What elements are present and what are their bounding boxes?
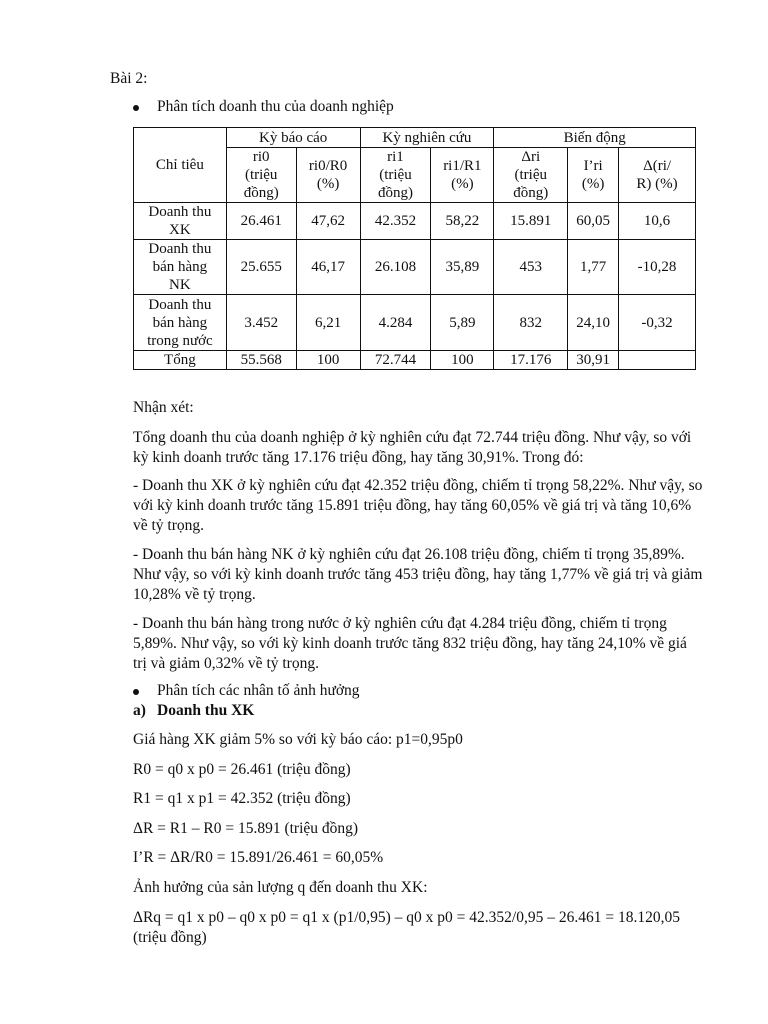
header-ri0-r0: ri0/R0 (%)	[296, 148, 360, 203]
table-cell: 47,62	[296, 203, 360, 240]
table-cell: 35,89	[431, 240, 494, 295]
bullet-text-factor-analysis: Phân tích các nhân tố ảnh hưởng	[157, 682, 360, 699]
table-cell: 24,10	[568, 295, 619, 351]
row-label: Tổng	[134, 351, 227, 370]
header-ky-bao-cao: Kỳ báo cáo	[226, 128, 360, 148]
table-cell: 15.891	[494, 203, 568, 240]
table-cell: 58,22	[431, 203, 494, 240]
header-ri0: ri0 (triệu đồng)	[226, 148, 296, 203]
header-delta-ri: Δri (triệu đồng)	[494, 148, 568, 203]
paragraph-total: Tổng doanh thu của doanh nghiệp ở kỳ nghiên cứu đạt 72.744 triệu đồng. Như vậy, so với kỳ kinh doanh trước tăng 17.176 triệu đồng, hay tăng 30,91%. Trong đó:	[133, 429, 692, 466]
table-cell: 6,21	[296, 295, 360, 351]
table-cell: 100	[431, 351, 494, 370]
header-chi-tieu: Chỉ tiêu	[134, 128, 227, 203]
row-label: Doanh thu bán hàng trong nước	[134, 295, 227, 351]
table-cell: 42.352	[360, 203, 431, 240]
table-row	[134, 295, 696, 351]
table-cell: -10,28	[619, 240, 696, 295]
bullet-icon	[133, 689, 139, 695]
table-cell: 26.461	[226, 203, 296, 240]
header-ky-nghien-cuu: Kỳ nghiên cứu	[360, 128, 494, 148]
table-row	[134, 203, 696, 240]
remarks-heading: Nhận xét:	[133, 399, 194, 416]
table-cell: 100	[296, 351, 360, 370]
subsection-title: Doanh thu XK	[157, 702, 255, 719]
row-label: Doanh thu XK	[134, 203, 227, 240]
formula-line: ΔRq = q1 x p0 – q0 x p0 = q1 x (p1/0,95) – q0 x p0 = 42.352/0,95 – 26.461 = 18.120,05 (triệu đồng)	[133, 909, 680, 946]
formula-line: R1 = q1 x p1 = 42.352 (triệu đồng)	[133, 790, 351, 807]
table-cell: 453	[494, 240, 568, 295]
table-cell: 60,05	[568, 203, 619, 240]
paragraph-import: - Doanh thu bán hàng NK ở kỳ nghiên cứu đạt 26.108 triệu đồng, chiếm tỉ trọng 35,89%. Như vậy, so với kỳ kinh doanh trước tăng 453 triệu đồng, hay tăng 1,77% về giá trị và giảm 10,28% về tỷ trọng.	[133, 546, 703, 603]
formula-line: Ảnh hưởng của sản lượng q đến doanh thu XK:	[133, 879, 428, 896]
table-cell: 3.452	[226, 295, 296, 351]
table-row-total	[134, 351, 696, 370]
table-cell: 832	[494, 295, 568, 351]
table-cell: 26.108	[360, 240, 431, 295]
paragraph-domestic: - Doanh thu bán hàng trong nước ở kỳ nghiên cứu đạt 4.284 triệu đồng, chiếm tỉ trọng 5,89%. Như vậy, so với kỳ kinh doanh trước tăng 832 triệu đồng, hay tăng 24,10% về giá trị và giảm 0,32% về tỷ trọng.	[133, 615, 687, 672]
table-cell: 46,17	[296, 240, 360, 295]
subsection-marker: a)	[133, 702, 146, 719]
exercise-heading: Bài 2:	[110, 70, 148, 87]
formula-line: R0 = q0 x p0 = 26.461 (triệu đồng)	[133, 761, 351, 778]
revenue-table	[133, 127, 696, 370]
header-i-ri: I’ri (%)	[568, 148, 619, 203]
bullet-text-revenue-analysis: Phân tích doanh thu của doanh nghiệp	[157, 98, 394, 115]
table-cell: 25.655	[226, 240, 296, 295]
formula-line: I’R = ΔR/R0 = 15.891/26.461 = 60,05%	[133, 849, 384, 866]
table-cell: 1,77	[568, 240, 619, 295]
bullet-icon	[133, 105, 139, 111]
row-label: Doanh thu bán hàng NK	[134, 240, 227, 295]
formula-line: ΔR = R1 – R0 = 15.891 (triệu đồng)	[133, 820, 359, 837]
table-row	[134, 240, 696, 295]
table-cell: 4.284	[360, 295, 431, 351]
formula-line: Giá hàng XK giảm 5% so với kỳ báo cáo: p1=0,95p0	[133, 731, 463, 748]
header-bien-dong: Biến động	[494, 128, 696, 148]
table-cell: -0,32	[619, 295, 696, 351]
table-cell	[619, 351, 696, 370]
header-ri1: ri1 (triệu đồng)	[360, 148, 431, 203]
table-cell: 17.176	[494, 351, 568, 370]
table-cell: 72.744	[360, 351, 431, 370]
table-cell: 10,6	[619, 203, 696, 240]
table-cell: 55.568	[226, 351, 296, 370]
header-ri1-r1: ri1/R1 (%)	[431, 148, 494, 203]
paragraph-export: - Doanh thu XK ở kỳ nghiên cứu đạt 42.352 triệu đồng, chiếm tỉ trọng 58,22%. Như vậy, so với kỳ kinh doanh trước tăng 15.891 triệu đồng, hay tăng 60,05% về giá trị và tăng 10,6% về tỷ trọng.	[133, 477, 703, 534]
table-cell: 5,89	[431, 295, 494, 351]
header-delta-share: Δ(ri/ R) (%)	[619, 148, 696, 203]
table-cell: 30,91	[568, 351, 619, 370]
